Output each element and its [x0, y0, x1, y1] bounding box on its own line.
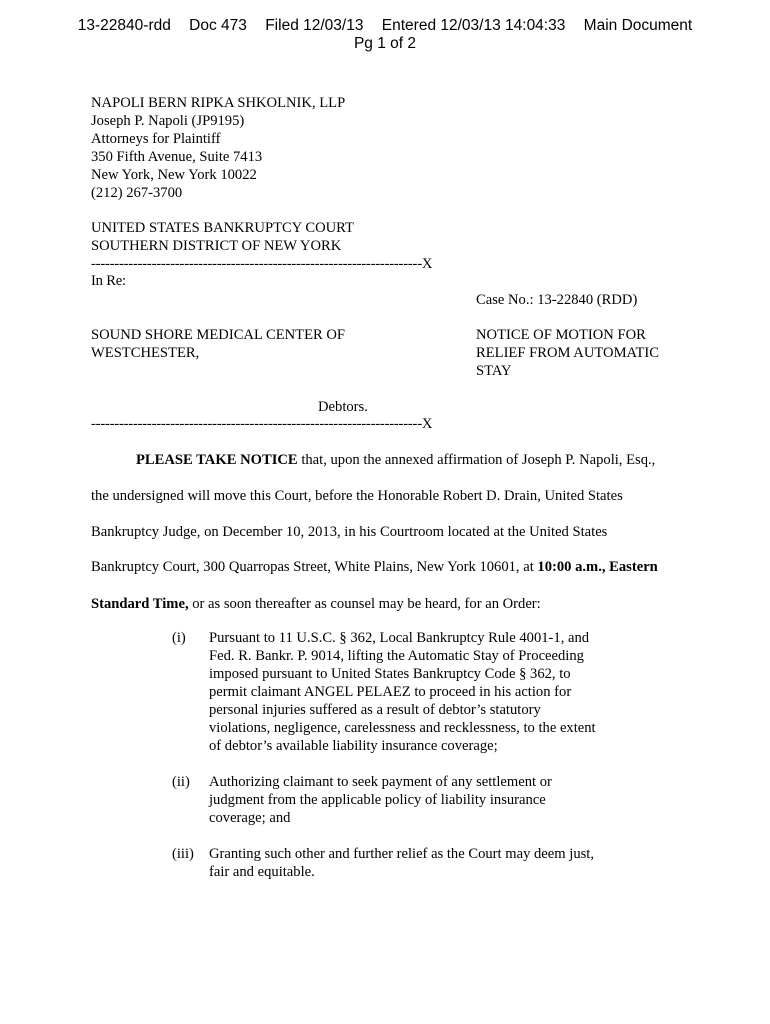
filed-date-stamp: Filed 12/03/13	[265, 17, 364, 34]
relief-item-1-text	[209, 629, 649, 755]
firm-phone: (212) 267-3700	[91, 185, 183, 201]
body-line-4	[91, 558, 658, 576]
relief-item-3-text	[209, 845, 649, 881]
body-line-5	[91, 595, 541, 613]
relief-item-2-text	[209, 773, 649, 827]
document-title-line3: STAY	[476, 363, 512, 379]
court-name-block	[91, 219, 354, 255]
relief-item-2-line: coverage; and	[209, 810, 291, 826]
debtors-label: Debtors.	[318, 399, 368, 415]
relief-item-1-line: violations, negligence, carelessness and recklessness, to the extent	[209, 720, 596, 736]
court-name: UNITED STATES BANKRUPTCY COURT	[91, 220, 354, 236]
filing-stamp-header	[0, 17, 770, 53]
body-line-1-text: that, upon the annexed affirmation of Joseph P. Napoli, Esq.,	[297, 452, 656, 468]
relief-item-1-line: of debtor’s available liability insurance coverage;	[209, 738, 498, 754]
main-document-stamp: Main Document	[583, 17, 693, 34]
body-line-5-text: or as soon thereafter as counsel may be heard, for an Order:	[188, 596, 541, 612]
page-count-stamp: Pg 1 of 2	[353, 35, 417, 52]
body-line-4-text: Bankruptcy Court, 300 Quarropas Street, White Plains, New York 10601, at	[91, 559, 538, 575]
debtor-name-line1: SOUND SHORE MEDICAL CENTER OF	[91, 327, 346, 343]
body-line-1	[136, 451, 655, 469]
relief-item-2	[172, 773, 642, 829]
body-line-3: Bankruptcy Judge, on December 10, 2013, in his Courtroom located at the United States	[91, 524, 608, 540]
relief-item-1-line: Pursuant to 11 U.S.C. § 362, Local Bankruptcy Rule 4001-1, and	[209, 630, 590, 646]
relief-item-3-line: fair and equitable.	[209, 864, 315, 880]
document-title-block	[476, 326, 659, 380]
document-title-line1: NOTICE OF MOTION FOR	[476, 327, 646, 343]
caption-rule-bottom: -----------------------------------------------------------------------X	[91, 416, 433, 432]
court-district: SOUTHERN DISTRICT OF NEW YORK	[91, 238, 342, 254]
relief-item-2-line: judgment from the applicable policy of liability insurance	[209, 792, 546, 808]
relief-item-3-number: (iii)	[172, 846, 194, 862]
case-number-stamp: 13-22840-rdd	[77, 17, 171, 34]
relief-item-1-number: (i)	[172, 630, 186, 646]
relief-item-1-line: Fed. R. Bankr. P. 9014, lifting the Automatic Stay of Proceeding	[209, 648, 584, 664]
in-re-label: In Re:	[91, 273, 126, 289]
hearing-time: 10:00 a.m., Eastern	[537, 559, 658, 575]
case-number	[476, 291, 637, 309]
document-title-line2: RELIEF FROM AUTOMATIC	[476, 345, 659, 361]
body-line-2: the undersigned will move this Court, before the Honorable Robert D. Drain, United States	[91, 488, 623, 504]
relief-item-1	[172, 629, 642, 759]
relief-item-2-number: (ii)	[172, 774, 190, 790]
debtor-name-line2: WESTCHESTER,	[91, 345, 200, 361]
firm-name: NAPOLI BERN RIPKA SHKOLNIK, LLP	[91, 95, 346, 111]
caption-rule-top: -----------------------------------------------------------------------X	[91, 256, 433, 272]
relief-item-1-line: permit claimant ANGEL PELAEZ to proceed in his action for	[209, 684, 572, 700]
hearing-timezone: Standard Time,	[91, 596, 189, 612]
attorney-block	[91, 94, 345, 202]
attorney-role: Attorneys for Plaintiff	[91, 131, 221, 147]
relief-item-1-line: personal injuries suffered as a result of debtor’s statutory	[209, 702, 541, 718]
case-number-text: Case No.: 13-22840 (RDD)	[476, 292, 638, 308]
relief-item-1-line: imposed pursuant to United States Bankruptcy Code § 362, to	[209, 666, 571, 682]
doc-number-stamp: Doc 473	[189, 17, 247, 34]
please-take-notice: PLEASE TAKE NOTICE	[136, 452, 298, 468]
relief-item-3	[172, 845, 642, 883]
debtor-name-block	[91, 326, 345, 362]
firm-address-city: New York, New York 10022	[91, 167, 257, 183]
entered-date-stamp: Entered 12/03/13 14:04:33	[381, 17, 566, 34]
relief-item-3-line: Granting such other and further relief as the Court may deem just,	[209, 846, 594, 862]
relief-item-2-line: Authorizing claimant to seek payment of any settlement or	[209, 774, 552, 790]
attorney-name: Joseph P. Napoli (JP9195)	[91, 113, 245, 129]
firm-address-street: 350 Fifth Avenue, Suite 7413	[91, 149, 263, 165]
